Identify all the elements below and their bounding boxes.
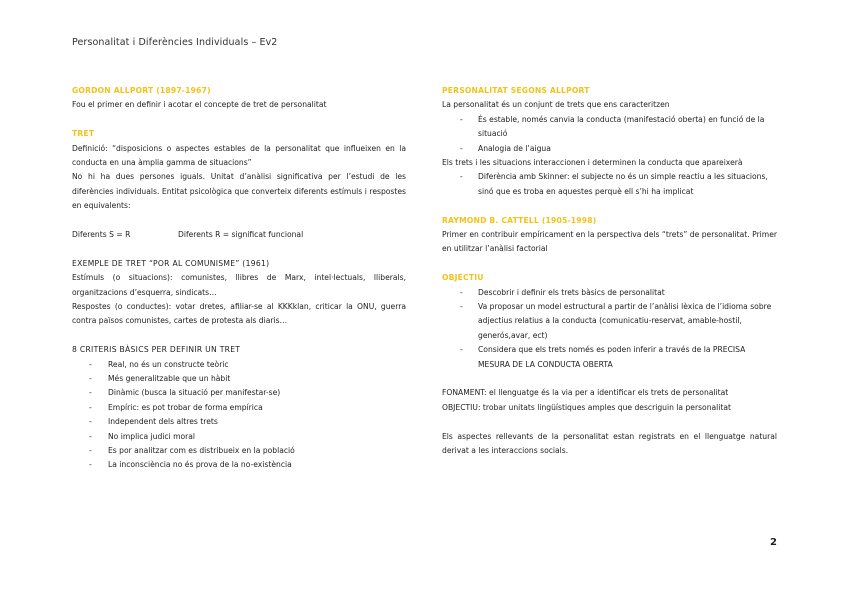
list-item: - Es por analitzar com es distribueix en la població: [89, 446, 295, 456]
list-item: - Dinàmic (busca la situació per manifestar-se): [89, 388, 281, 398]
list-item: - La inconsciència no és prova de la no-existència: [89, 460, 292, 470]
tret-definition: Definició: “disposicions o aspectes estables de la personalitat que influeixen en la conducta en una àmplia gamma de situacions”: [72, 143, 406, 168]
personality-list: [442, 113, 777, 156]
list-item: - Descobrir i definir els trets bàsics de personalitat: [460, 287, 665, 297]
objective-list: [442, 286, 777, 372]
tret-heading: TRET: [72, 129, 95, 139]
list-item: - No implica judici moral: [89, 431, 196, 441]
example-responses: Respostes (o conductes): votar dretes, afiliar-se al KKKklan, criticar la ONU, guerra contra països comunistes, cartes de protesta als diaris…: [72, 302, 406, 326]
example-heading: EXEMPLE DE TRET “POR AL COMUNISME” (1961): [72, 258, 270, 268]
right-column: [442, 84, 777, 459]
criteria-list: [72, 358, 406, 473]
personality-list-2: [442, 170, 777, 199]
list-item: - Analogia de l’aigua: [460, 143, 551, 153]
criteria-heading: 8 CRITERIS BÀSICS PER DEFINIR UN TRET: [72, 345, 241, 355]
cattell-text: Primer en contribuir empíricament en la perspectiva dels “trets” de personalitat. Primer en utilitzar l’anàlisi factorial: [442, 230, 777, 254]
tret-description: No hi ha dues persones iguals. Unitat d’anàlisi significativa per l’estudi de les diferències individuals. Entitat psicològica que converteix diferents estímuls i respostes en equivalents:: [72, 172, 406, 211]
fonament-line: FONAMENT: el llenguatge és la via per a identificar els trets de personalitat: [442, 388, 729, 398]
cattell-heading: RAYMOND B. CATTELL (1905-1998): [442, 215, 597, 225]
personality-heading: PERSONALITAT SEGONS ALLPORT: [442, 86, 590, 95]
list-item: - Real, no és un constructe teòric: [89, 359, 229, 369]
list-item: - És estable, només canvia la conducta (manifestació oberta) en funció de la situació: [460, 114, 765, 139]
list-item: - Més generalitzable que un hàbit: [89, 374, 231, 384]
equivalence-responses: Diferents R = significat funcional: [178, 230, 304, 240]
list-item: - Diferència amb Skinner: el subjecte no és un simple reactiu a les situacions, sinó que es troba en aquestes perquè ell s’hi ha implicat: [460, 172, 768, 196]
list-item: - Independent dels altres trets: [89, 417, 218, 427]
example-stimuli: Estímuls (o situacions): comunistes, llibres de Marx, intel·lectuals, lliberals, organitzacions d’esquerra, sindicats…: [72, 273, 406, 297]
allport-text: Fou el primer en definir i acotar el concepte de tret de personalitat: [72, 100, 327, 110]
personality-interaction: Els trets i les situacions interaccionen i determinen la conducta que apareixerà: [442, 158, 743, 168]
objective-heading: OBJECTIU: [442, 273, 484, 283]
objectiu-line: OBJECTIU: trobar unitats lingüístiques amples que descriguin la personalitat: [442, 402, 731, 412]
list-item: - Considera que els trets només es poden inferir a través de la PRECISA MESURA DE LA CONDUCTA OBERTA: [460, 345, 746, 369]
personality-intro: La personalitat és un conjunt de trets que ens caracteritzen: [442, 100, 670, 110]
equivalence-stimuli: Diferents S = R: [72, 230, 131, 240]
list-item: - Va proposar un model estructural a partir de l’anàlisi lèxica de l’idioma sobre adjectius relatius a la conducta (comunicatiu-reservat, amable-hostil, generós,avar, ect): [460, 302, 772, 340]
equivalence-row: [72, 228, 406, 242]
page-header: Personalitat i Diferències Individuals – Ev2: [72, 37, 278, 48]
relevant-aspects: Els aspectes rellevants de la personalitat estan registrats en el llenguatge natural derivat a les interaccions socials.: [442, 431, 777, 456]
allport-heading: GORDON ALLPORT (1897-1967): [72, 86, 211, 95]
list-item: - Empíric: es pot trobar de forma empírica: [89, 402, 263, 412]
left-column: [72, 84, 406, 473]
page-number: 2: [770, 537, 777, 548]
